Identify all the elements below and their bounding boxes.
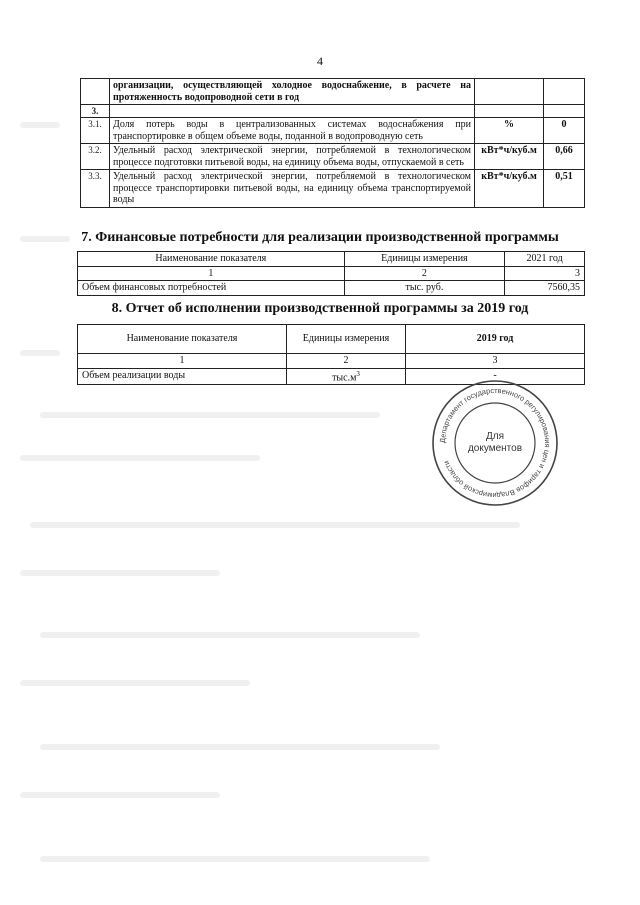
row-text: организации, осуществляющей холодное водоснабжение, в расчете на протяженность водопроводной сети в год [110, 79, 475, 105]
row-number: 3.1. [81, 118, 110, 144]
row-value: 0 [544, 118, 585, 144]
row-number: 3.3. [81, 170, 110, 208]
row-unit: кВт*ч/куб.м [475, 144, 544, 170]
indicator-name: Объем финансовых потребностей [78, 281, 345, 296]
row-value [544, 105, 585, 118]
column-header: 2021 год [505, 252, 585, 267]
table-row [81, 144, 585, 170]
bleed-through-mark [40, 744, 440, 750]
table-row [81, 79, 585, 105]
indicators-table [80, 78, 585, 208]
indicator-value: - [406, 368, 585, 385]
section-7-title: 7. Финансовые потребности для реализации производственной программы [81, 230, 559, 245]
section-8-title: 8. Отчет об исполнении производственной программы за 2019 год [111, 301, 529, 316]
column-index: 1 [78, 354, 287, 369]
row-unit: кВт*ч/куб.м [475, 170, 544, 208]
column-index: 3 [505, 266, 585, 281]
indicator-unit: тыс. руб. [344, 281, 505, 296]
bleed-through-mark [20, 455, 260, 461]
financial-needs-table [77, 251, 585, 296]
bleed-through-mark [20, 350, 60, 356]
bleed-through-mark [40, 856, 430, 862]
official-seal [430, 378, 560, 508]
program-report-table [77, 324, 585, 385]
row-text: Удельный расход электрической энергии, потребляемой в технологическом процессе подготовки питьевой воды, на единицу объема воды, отпускаемой в сеть [110, 144, 475, 170]
table-row [81, 118, 585, 144]
column-index: 2 [287, 354, 406, 369]
column-index: 3 [406, 354, 585, 369]
bleed-through-mark [40, 412, 380, 418]
table-row [81, 105, 585, 118]
bleed-through-mark [20, 792, 220, 798]
table-row [78, 281, 585, 296]
table-header-row [78, 325, 585, 354]
bleed-through-mark [20, 122, 60, 128]
unit-superscript: 3 [356, 369, 360, 378]
seal-center-text [430, 378, 560, 508]
bleed-through-mark [40, 632, 420, 638]
row-value: 0,51 [544, 170, 585, 208]
unit-text: тыс.м [332, 371, 357, 383]
row-number [81, 79, 110, 105]
column-index: 1 [78, 266, 345, 281]
bleed-through-mark [20, 570, 220, 576]
row-text: Удельный расход электрической энергии, потребляемой в технологическом процессе транспортировки питьевой воды, на единицу объема транспортируемой воды [110, 170, 475, 208]
row-number: 3.2. [81, 144, 110, 170]
row-value [544, 79, 585, 105]
row-value: 0,66 [544, 144, 585, 170]
column-header: Наименование показателя [78, 252, 345, 267]
table-index-row [78, 354, 585, 369]
table-index-row [78, 266, 585, 281]
column-header: Единицы измерения [344, 252, 505, 267]
column-header: 2019 год [406, 325, 585, 354]
indicator-unit [287, 368, 406, 385]
row-unit [475, 79, 544, 105]
bleed-through-mark [20, 236, 70, 242]
row-number: 3. [81, 105, 110, 118]
page-number: 4 [317, 54, 323, 68]
row-unit [475, 105, 544, 118]
row-text: Доля потерь воды в централизованных системах водоснабжения при транспортировке в общем объеме воды, поданной в водопроводную сеть [110, 118, 475, 144]
seal-line-1: Для [485, 431, 505, 442]
indicator-name: Объем реализации воды [78, 368, 287, 385]
column-header: Единицы измерения [287, 325, 406, 354]
row-unit: % [475, 118, 544, 144]
table-header-row [78, 252, 585, 267]
row-text [110, 105, 475, 118]
bleed-through-mark [20, 680, 250, 686]
column-index: 2 [344, 266, 505, 281]
bleed-through-mark [30, 522, 520, 528]
column-header: Наименование показателя [78, 325, 287, 354]
svg-text:Департамент государственного р: Департамент государственного регулирования цен и тарифов Владимирской области [437, 385, 553, 501]
seal-line-2: документов [467, 443, 523, 454]
table-row [81, 170, 585, 208]
indicator-value: 7560,35 [505, 281, 585, 296]
